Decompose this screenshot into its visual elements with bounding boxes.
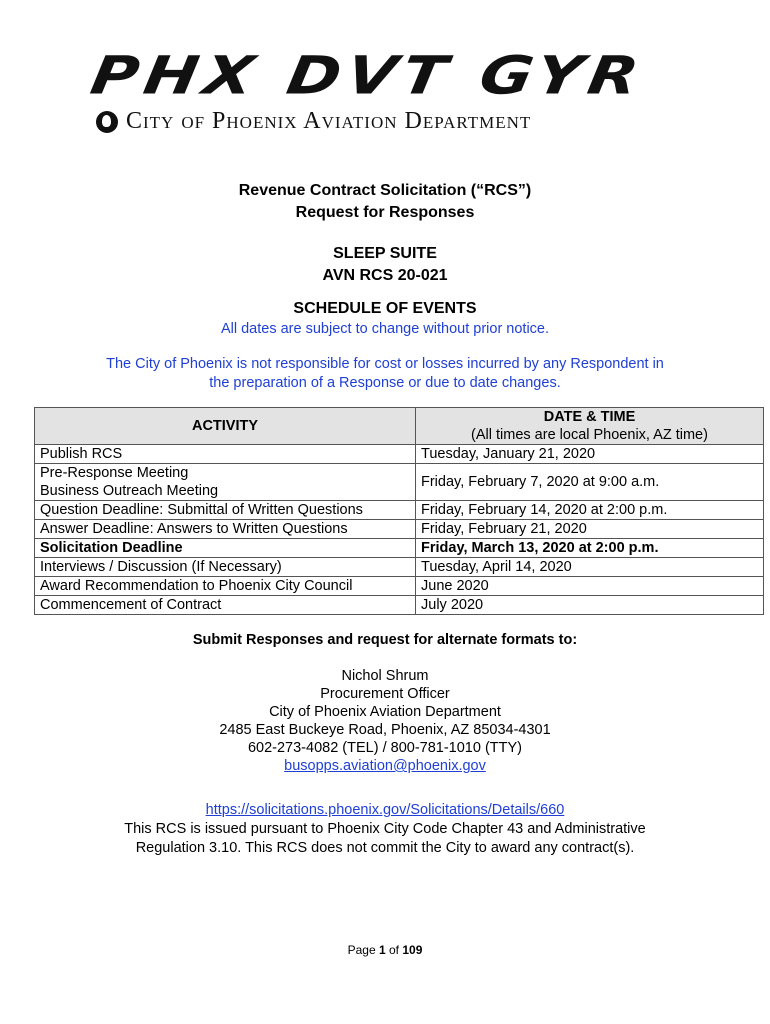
footer-note (0, 820, 770, 858)
table-row (35, 577, 764, 596)
date-header (416, 408, 764, 445)
activity-cell: Award Recommendation to Phoenix City Council (35, 577, 416, 596)
contact-name: Nichol Shrum (341, 668, 429, 684)
page-number (0, 943, 770, 957)
responsibility-line-2: the preparation of a Response or due to date changes. (209, 375, 561, 391)
schedule-table (34, 407, 764, 615)
project-number: AVN RCS 20-021 (322, 267, 448, 284)
date-header-subtitle: (All times are local Phoenix, AZ time) (471, 427, 708, 443)
table-row (35, 558, 764, 577)
date-cell: July 2020 (416, 596, 764, 615)
footer-note-line-2: Regulation 3.10. This RCS does not commit the City to award any contract(s). (135, 840, 635, 856)
footer-note-line-1: This RCS is issued pursuant to Phoenix City Code Chapter 43 and Administrative (124, 821, 646, 837)
page-label: Page (347, 943, 376, 957)
submit-heading: Submit Responses and request for alternate formats to: (192, 632, 578, 648)
contact-org: City of Phoenix Aviation Department (269, 704, 501, 720)
table-row (35, 596, 764, 615)
title-line-2: Request for Responses (295, 204, 475, 221)
schedule-heading: SCHEDULE OF EVENTS (293, 300, 477, 317)
activity-cell: Publish RCS (35, 445, 416, 464)
table-row (35, 520, 764, 539)
activity-line-1: Pre-Response Meeting (40, 465, 189, 481)
aviation-logo (86, 45, 676, 134)
table-row (35, 539, 764, 558)
solicitation-url-link[interactable]: https://solicitations.phoenix.gov/Solicitations/Details/660 (205, 802, 565, 818)
solicitation-title (0, 180, 770, 224)
activity-cell: Commencement of Contract (35, 596, 416, 615)
date-cell: Tuesday, April 14, 2020 (416, 558, 764, 577)
page-of-label: of (389, 943, 400, 957)
page-current: 1 (378, 943, 386, 957)
logo-wordmark: PHX DVT GYR (86, 45, 649, 107)
table-row (35, 464, 764, 501)
contact-email-link[interactable]: busopps.aviation@phoenix.gov (284, 758, 486, 774)
date-cell: Friday, February 7, 2020 at 9:00 a.m. (416, 464, 764, 501)
project-name: SLEEP SUITE (333, 245, 437, 262)
table-header-row (35, 408, 764, 445)
activity-cell: Answer Deadline: Answers to Written Questions (35, 520, 416, 539)
table-row (35, 445, 764, 464)
responsibility-notice (0, 355, 770, 393)
project-title (0, 243, 770, 287)
date-header-label: DATE & TIME (543, 409, 636, 425)
department-line (96, 108, 531, 135)
department-name: City of Phoenix Aviation Department (126, 108, 532, 134)
date-cell: Friday, March 13, 2020 at 2:00 p.m. (416, 539, 764, 558)
contact-block (0, 667, 770, 775)
activity-header: ACTIVITY (35, 408, 416, 445)
contact-phone: 602-273-4082 (TEL) / 800-781-1010 (TTY) (247, 740, 523, 756)
contact-role: Procurement Officer (320, 686, 450, 702)
phoenix-bird-icon (96, 111, 118, 133)
date-cell: June 2020 (416, 577, 764, 596)
activity-cell: Question Deadline: Submittal of Written Questions (35, 501, 416, 520)
responsibility-line-1: The City of Phoenix is not responsible for cost or losses incurred by any Respondent in (106, 356, 664, 372)
activity-cell (35, 464, 416, 501)
activity-cell: Interviews / Discussion (If Necessary) (35, 558, 416, 577)
date-cell: Friday, February 21, 2020 (416, 520, 764, 539)
title-line-1: Revenue Contract Solicitation (“RCS”) (238, 182, 532, 199)
dates-notice: All dates are subject to change without prior notice. (220, 321, 550, 337)
activity-line-2: Business Outreach Meeting (40, 483, 219, 499)
table-row (35, 501, 764, 520)
activity-cell: Solicitation Deadline (35, 539, 416, 558)
date-cell: Friday, February 14, 2020 at 2:00 p.m. (416, 501, 764, 520)
date-cell: Tuesday, January 21, 2020 (416, 445, 764, 464)
contact-address: 2485 East Buckeye Road, Phoenix, AZ 85034-4301 (219, 722, 551, 738)
solicitation-url-line (0, 802, 770, 818)
page-total: 109 (402, 943, 423, 957)
